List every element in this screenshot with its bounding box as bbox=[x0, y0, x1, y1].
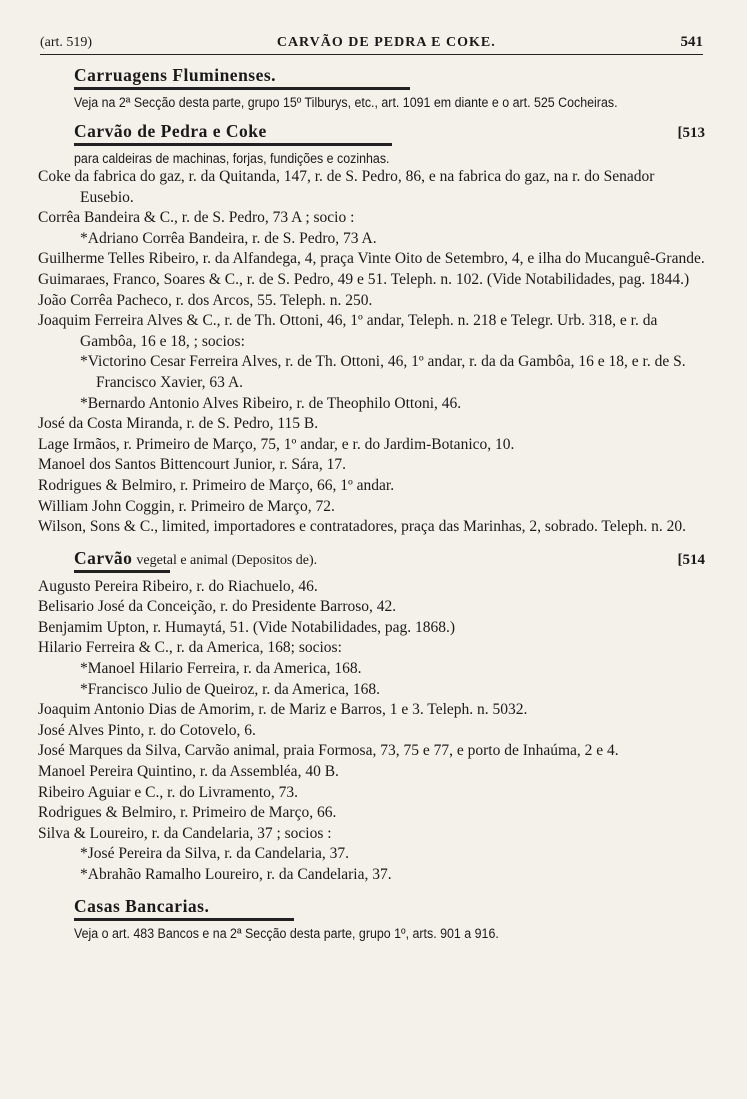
list-item: José da Costa Miranda, r. de S. Pedro, 115 B. bbox=[38, 415, 319, 433]
section-rule bbox=[74, 87, 410, 90]
list-item: Silva & Loureiro, r. da Candelaria, 37 ; socios : bbox=[38, 824, 332, 842]
section-title: Casas Bancarias. bbox=[74, 895, 210, 916]
list-item-partner: *José Pereira da Silva, r. da Candelaria, 37. bbox=[80, 845, 350, 863]
list-item: José Marques da Silva, Carvão animal, praia Formosa, 73, 75 e 77, e porto de Inhaúma, 2 e 4. bbox=[38, 742, 619, 760]
section-ref: [513 bbox=[677, 125, 705, 141]
list-item: Hilario Ferreira & C., r. da America, 168; socios: bbox=[38, 639, 342, 657]
entry-list bbox=[38, 577, 707, 886]
list-item: Lage Irmãos, r. Primeiro de Março, 75, 1º andar, e r. do Jardim-Botanico, 10. bbox=[38, 435, 515, 453]
list-item: William John Coggin, r. Primeiro de Março, 72. bbox=[38, 497, 335, 515]
list-item: Corrêa Bandeira & C., r. de S. Pedro, 73 A ; socio : bbox=[38, 209, 355, 227]
list-item-partner: *Abrahão Ramalho Loureiro, r. da Candelaria, 37. bbox=[80, 866, 392, 883]
list-item: Benjamim Upton, r. Humaytá, 51. (Vide Notabilidades, pag. 1868.) bbox=[38, 618, 456, 636]
list-item: José Alves Pinto, r. do Cotovelo, 6. bbox=[38, 721, 256, 739]
section-note: Veja na 2ª Secção desta parte, grupo 15º Tilburys, etc., art. 1091 em diante e o art. 525 Cocheiras. bbox=[74, 95, 618, 110]
section-rule bbox=[74, 143, 392, 146]
section-title: Carvão de Pedra e Coke bbox=[74, 121, 267, 141]
page-header bbox=[40, 34, 703, 55]
section-carruagens bbox=[38, 65, 707, 111]
list-item: Belisario José da Conceição, r. do Presidente Barroso, 42. bbox=[38, 598, 397, 616]
list-item: João Corrêa Pacheco, r. dos Arcos, 55. Teleph. n. 250. bbox=[38, 291, 373, 309]
list-item: Ribeiro Aguiar e C., r. do Livramento, 73. bbox=[38, 783, 299, 801]
list-item: Manoel dos Santos Bittencourt Junior, r. Sára, 17. bbox=[38, 456, 347, 474]
page-number: 541 bbox=[680, 34, 703, 50]
list-item: Joaquim Antonio Dias de Amorim, r. de Mariz e Barros, 1 e 3. Teleph. n. 5032. bbox=[38, 701, 528, 719]
list-item: Rodrigues & Belmiro, r. Primeiro de Março, 66, 1º andar. bbox=[38, 476, 395, 494]
list-item: Augusto Pereira Ribeiro, r. do Riachuelo, 46. bbox=[38, 577, 318, 595]
section-rule bbox=[74, 570, 170, 573]
section-rule bbox=[74, 918, 294, 921]
section-title bbox=[74, 548, 317, 569]
section-subtitle: vegetal e animal (Depositos de). bbox=[136, 552, 318, 568]
section-note: Veja o art. 483 Bancos e na 2ª Secção desta parte, grupo 1º, arts. 901 a 916. bbox=[74, 925, 499, 941]
section-ref: [514 bbox=[677, 551, 705, 568]
list-item-partner: *Francisco Julio de Queiroz, r. da America, 168. bbox=[80, 680, 381, 698]
list-item-partner: *Victorino Cesar Ferreira Alves, r. de Th. Ottoni, 46, 1º andar, r. da da Gambôa, 16 e 18, e r. de S. Francisco Xavier, 63 A. bbox=[80, 353, 686, 391]
section-casas-bancarias bbox=[38, 896, 707, 942]
list-item: Coke da fabrica do gaz, r. da Quitanda, 147, r. de S. Pedro, 86, e na fabrica do gaz, na r. do Senador Eusebio. bbox=[38, 168, 655, 206]
running-title: CARVÃO DE PEDRA E COKE. bbox=[276, 35, 496, 50]
section-title: Carruagens Fluminenses. bbox=[74, 65, 277, 85]
list-item: Manoel Pereira Quintino, r. da Assembléa, 40 B. bbox=[38, 763, 339, 781]
list-item: Wilson, Sons & C., limited, importadores e contratadores, praça das Marinhas, 2, sobrado. Teleph. n. 20. bbox=[38, 518, 687, 536]
list-item: Guimaraes, Franco, Soares & C., r. de S. Pedro, 49 e 51. Teleph. n. 102. (Vide Notabilidades, pag. 1844.) bbox=[38, 270, 690, 288]
section-title-main: Carvão bbox=[74, 547, 133, 568]
section-carvao-pedra bbox=[38, 121, 707, 538]
entry-list bbox=[38, 167, 707, 538]
list-item: Guilherme Telles Ribeiro, r. da Alfandega, 4, praça Vinte Oito de Setembro, 4, e ilha do Mucanguê-Grande. bbox=[38, 250, 705, 268]
list-item-partner: *Adriano Corrêa Bandeira, r. de S. Pedro, 73 A. bbox=[80, 229, 377, 247]
section-carvao-vegetal bbox=[38, 548, 707, 886]
article-ref: (art. 519) bbox=[40, 35, 93, 50]
section-note: para caldeiras de machinas, forjas, fundições e cozinhas. bbox=[74, 151, 390, 166]
list-item-partner: *Manoel Hilario Ferreira, r. da America, 168. bbox=[80, 660, 362, 678]
list-item-partner: *Bernardo Antonio Alves Ribeiro, r. de Theophilo Ottoni, 46. bbox=[80, 394, 462, 412]
list-item: Rodrigues & Belmiro, r. Primeiro de Março, 66. bbox=[38, 804, 337, 822]
list-item: Joaquim Ferreira Alves & C., r. de Th. Ottoni, 46, 1º andar, Teleph. n. 218 e Telegr. Urb. 318, e r. da Gambôa, 16 e 18, ; socios: bbox=[38, 312, 658, 350]
